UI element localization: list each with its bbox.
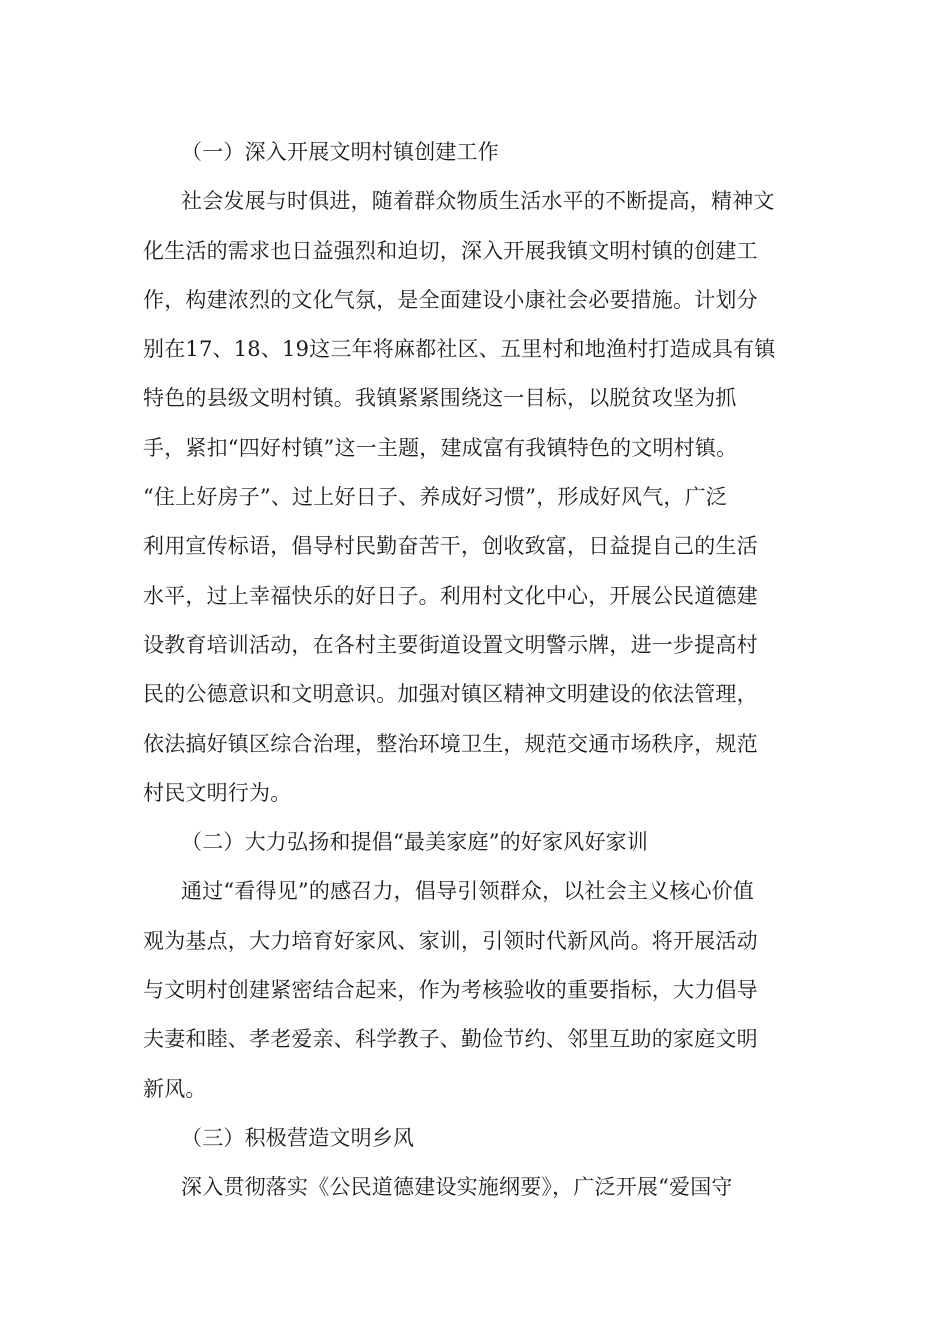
text-line: 作，构建浓烈的文化气氛，是全面建设小康社会必要措施。计划分: [143, 287, 758, 312]
text-line: （一）深入开展文明村镇创建工作: [181, 140, 499, 164]
text-line: 依法搞好镇区综合治理，整治环境卫生，规范交通市场秩序，规范: [143, 731, 758, 756]
text-line: 通过“看得见”的感召力，倡导引领群众，以社会主义核心价值: [181, 879, 755, 904]
text-line: （三）积极营造文明乡风: [181, 1125, 415, 1150]
text-line: 夫妻和睦、孝老爱亲、科学教子、勤俭节约、邻里互助的家庭文明: [143, 1027, 758, 1052]
text-line: 利用宣传标语，倡导村民勤奋苦干，创收致富，日益提自己的生活: [143, 534, 758, 559]
text-line: 民的公德意识和文明意识。加强对镇区精神文明建设的依法管理，: [143, 682, 758, 707]
text-line: 水平，过上幸福快乐的好日子。利用村文化中心，开展公民道德建: [143, 583, 758, 608]
text-line: 特色的县级文明村镇。我镇紧紧围绕这一目标，以脱贫攻坚为抓: [143, 386, 737, 411]
text-line: 深入贯彻落实《公民道德建设实施纲要》，广泛开展“爱国守: [181, 1175, 733, 1200]
document-body: [143, 128, 813, 1213]
text-line: （二）大力弘扬和提倡“最美家庭”的好家风好家训: [181, 830, 649, 855]
text-line: 与文明村创建紧密结合起来，作为考核验收的重要指标，大力倡导: [143, 978, 758, 1003]
text-line: 化生活的需求也日益强烈和迫切，深入开展我镇文明村镇的创建工: [143, 238, 758, 263]
text-line: “住上好房子”、过上好日子、养成好习惯”，形成好风气，广泛: [143, 485, 728, 510]
text-line: 设教育培训活动，在各村主要街道设置文明警示牌，进一步提高村: [143, 632, 758, 657]
text-line: 手，紧扣“四好村镇”这一主题，建成富有我镇特色的文明村镇。: [143, 435, 738, 460]
text-line: 村民文明行为。: [143, 780, 292, 805]
text-line: 新风。: [143, 1076, 207, 1101]
text-line: 观为基点，大力培育好家风、家训，引领时代新风尚。将开展活动: [143, 928, 758, 953]
text-line: 社会发展与时俱进，随着群众物质生活水平的不断提高，精神文: [181, 189, 775, 214]
text-line: 别在17、18、19这三年将麻都社区、五里村和地渔村打造成具有镇: [143, 337, 776, 362]
